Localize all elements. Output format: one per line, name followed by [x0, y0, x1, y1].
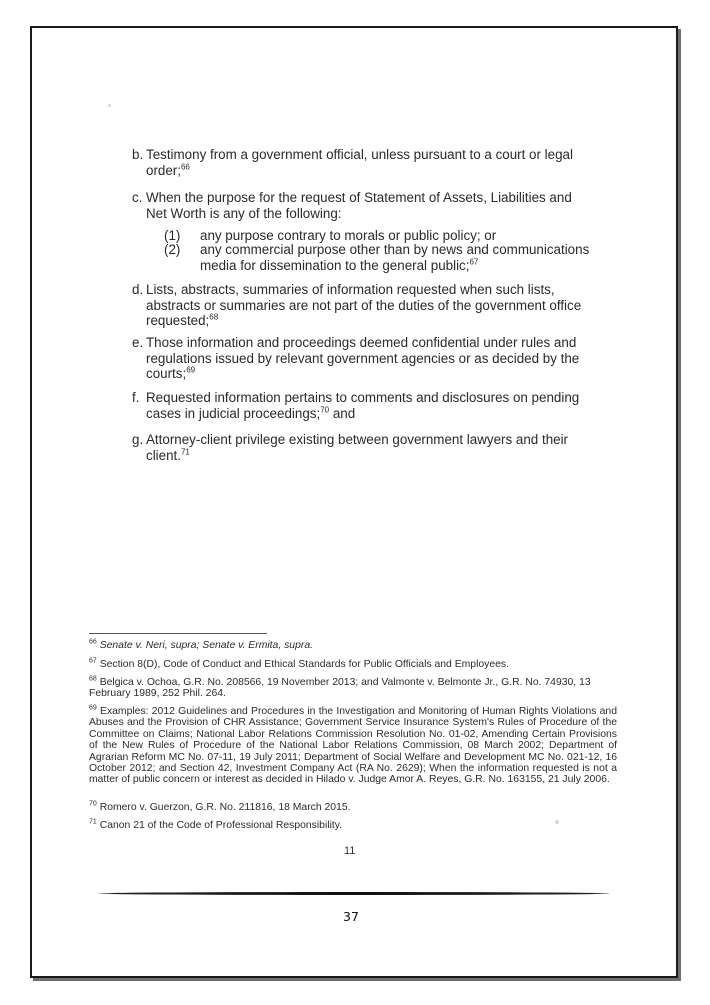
footnote-number: 66 — [89, 638, 97, 646]
item-letter: g. — [132, 432, 144, 447]
footnote-number: 67 — [89, 657, 97, 665]
list-item-e — [132, 335, 626, 382]
footnote-71 — [89, 820, 617, 831]
item-text-line: Testimony from a government official, unless pursuant to a court or legal — [146, 147, 573, 162]
item-letter: f. — [132, 390, 140, 405]
footnote-ref: 66 — [180, 162, 190, 172]
footnote-ref: 69 — [186, 365, 196, 375]
sub-item-number: (2) — [164, 242, 181, 257]
item-text-line: Net Worth is any of the following: — [146, 205, 342, 221]
footnote-text: Canon 21 of the Code of Professional Responsibility. — [99, 820, 343, 831]
item-letter: d. — [132, 282, 144, 297]
footnote-68 — [89, 677, 617, 700]
list-item-c — [132, 190, 626, 221]
sub-item-number: (1) — [164, 228, 181, 243]
sub-item-2 — [164, 242, 626, 273]
footnote-ref: 67 — [469, 257, 479, 267]
item-letter: c. — [132, 190, 143, 205]
footnote-text: Examples: 2012 Guidelines and Procedures in the Investigation and Monitoring of Human Rights Violations and Abuses and the Provision of CHR Assistance; Government Service Insurance System's Rules of Procedure of the Committee on Claims; National Labor Relations Commission Resolution No. 01-02, Amending Certain Provisions of the New Rules of Procedure of the National Labor Relations Commission, 08 March 2002; Department of Agrarian Reform MC No. 07-11, 19 July 2011; Department of Social Welfare and Development MC No. 021-12, 16 October 2012; and Section 42, Investment Company Act (RA No. 2629); When the information requested is not a matter of public concern or interest as decided in Hilado v. Judge Amor A. Reyes, G.R. No. 163155, 21 July 2006. — [89, 706, 617, 786]
item-text-line: regulations issued by relevant government agencies or as decided by the — [146, 350, 580, 366]
item-text-line: abstracts or summaries are not part of the duties of the government office — [146, 297, 582, 313]
footnote-text: Section 8(D), Code of Conduct and Ethical Standards for Public Officials and Employees. — [99, 659, 509, 670]
item-text-line: Lists, abstracts, summaries of information requested when such lists, — [146, 282, 555, 297]
item-text-line: client. — [146, 447, 181, 463]
footnote-70 — [89, 802, 617, 813]
footnote-text: Senate v. Neri, supra; Senate v. Ermita, supra. — [99, 640, 313, 651]
footnote-69 — [89, 706, 617, 786]
scan-speck — [555, 820, 559, 824]
footnote-text: Romero v. Guerzon, G.R. No. 211816, 18 March 2015. — [99, 802, 351, 813]
footnote-text: Belgica v. Ochoa, G.R. No. 208566, 19 November 2013; and Valmonte v. Belmonte Jr., G.R. No. 74930, 13 February 1989, 252 Phil. 264. — [89, 677, 591, 700]
outer-page-number: 37 — [343, 909, 359, 924]
bottom-rule — [98, 892, 610, 895]
list-item-g — [132, 432, 626, 463]
sub-item-text: any commercial purpose other than by news and communications — [200, 242, 590, 257]
item-text-line: order; — [146, 162, 181, 178]
footnote-number: 69 — [89, 704, 97, 712]
footnote-ref: 70 — [320, 405, 330, 415]
footnote-ref: 71 — [180, 447, 190, 457]
item-text-line: When the purpose for the request of Statement of Assets, Liabilities and — [146, 190, 572, 205]
item-letter: e. — [132, 335, 144, 350]
footnote-66 — [89, 640, 617, 651]
item-text-line: requested; — [146, 313, 210, 328]
item-text-line: cases in judicial proceedings; — [146, 405, 321, 421]
footnote-ref: 68 — [209, 312, 219, 322]
list-item-f — [132, 390, 626, 421]
item-text-line: Requested information pertains to comments and disclosures on pending — [146, 390, 580, 405]
list-item-b — [132, 147, 626, 178]
footnote-divider — [89, 633, 267, 634]
inner-page-number: 11 — [344, 845, 356, 857]
item-text-line: courts; — [146, 366, 187, 381]
list-item-d — [132, 282, 626, 329]
footnote-number: 68 — [89, 675, 97, 683]
footnote-number: 71 — [89, 818, 97, 826]
item-letter: b. — [132, 147, 144, 162]
item-text-tail: and — [329, 405, 356, 421]
scan-speck — [108, 104, 111, 107]
footnote-number: 70 — [89, 800, 97, 808]
item-text-line: Attorney-client privilege existing between government lawyers and their — [146, 432, 569, 447]
footnote-67 — [89, 659, 617, 670]
sub-item-text: media for dissemination to the general public; — [200, 257, 470, 273]
sub-item-text: any purpose contrary to morals or public policy; or — [200, 228, 497, 243]
item-text-line: Those information and proceedings deemed confidential under rules and — [146, 335, 577, 350]
